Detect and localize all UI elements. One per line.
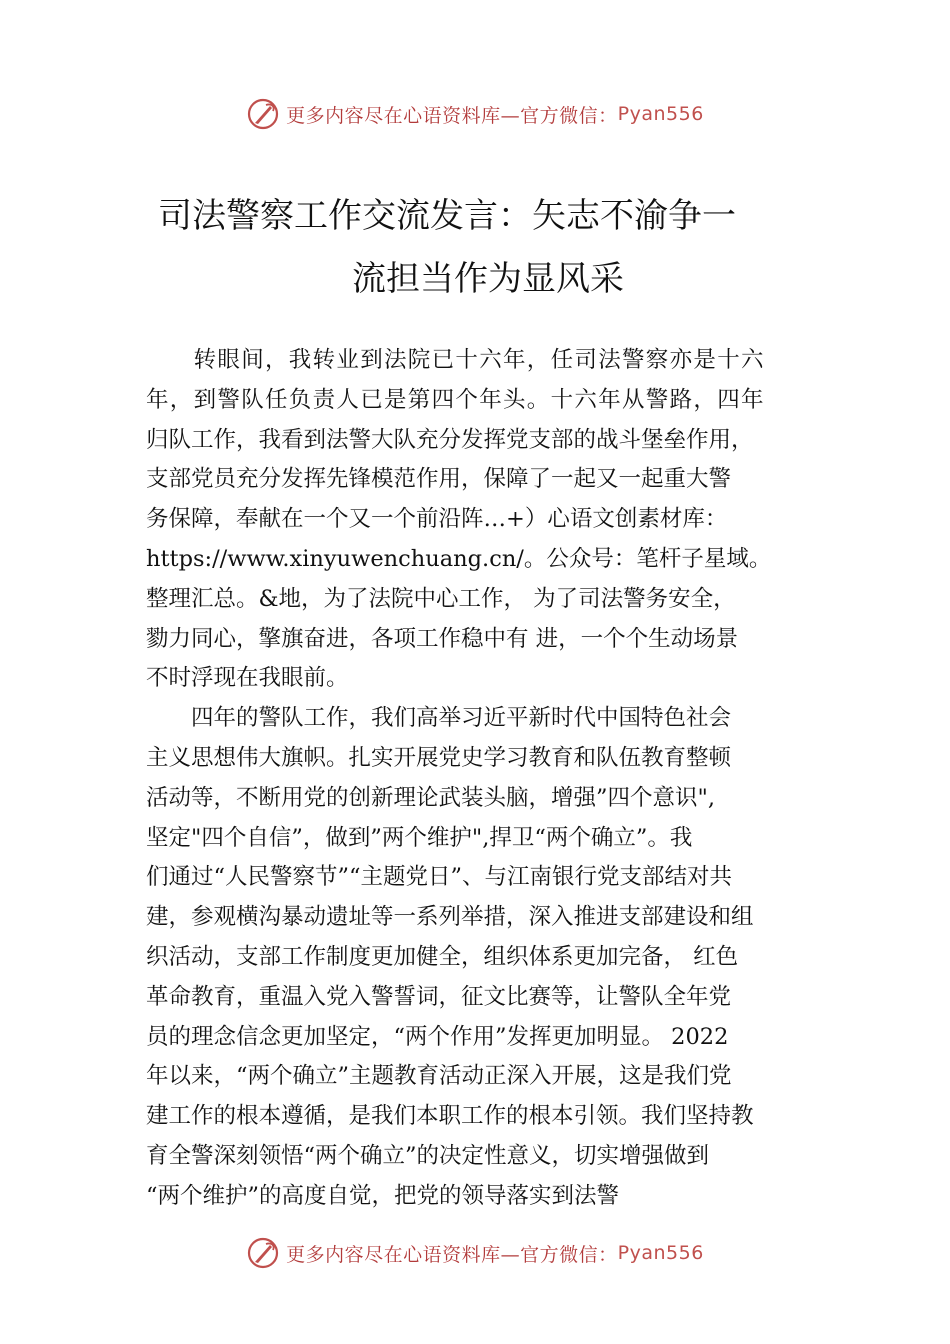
body-line: “两个维护”的高度自觉，把党的领导落实到法警 <box>146 1182 620 1209</box>
quill-logo-icon <box>246 97 280 131</box>
body-line: 建工作的根本遵循，是我们本职工作的根本引领。我们坚持教 <box>146 1103 754 1130</box>
body-line: 不时浮现在我眼前。 <box>146 665 349 692</box>
body-line: 织活动，支部工作制度更加健全，组织体系更加完备， 红色 <box>146 943 739 970</box>
header-banner-text: 更多内容尽在心语资料库—官方微信： <box>286 104 618 127</box>
header-banner-wechat: Pyan556 <box>617 103 704 125</box>
body-line: 们通过“人民警察节”“主题党日”、与江南银行党支部结对共 <box>146 864 733 891</box>
quill-logo-icon <box>246 1236 280 1270</box>
body-line: 革命教育，重温入党入警誓词，征文比赛等，让警队全年党 <box>146 983 732 1010</box>
footer-banner <box>0 1233 950 1273</box>
body-line: 年，到警队任负责人已是第四个年头。十六年从警路，四年 <box>146 386 765 413</box>
body-line: 归队工作，我看到法警大队充分发挥党支部的战斗堡垒作用， <box>146 426 754 453</box>
document-body <box>146 341 826 1217</box>
body-line: 育全警深刻领悟“两个确立”的决定性意义，切实增强做到 <box>146 1142 710 1169</box>
document-title-line-2: 流担当作为显风采 <box>352 259 624 299</box>
body-line: 年以来，“两个确立”主题教育活动正深入开展，这是我们党 <box>146 1063 732 1090</box>
body-line: 坚定"四个自信”，做到”两个维护",捍卫“两个确立”。我 <box>146 824 693 851</box>
body-line: 支部党员充分发挥先锋模范作用，保障了一起又一起重大警 <box>146 466 732 493</box>
body-line: 转眼间，我转业到法院已十六年，任司法警察亦是十六 <box>146 347 765 373</box>
body-line: 主义思想伟大旗帜。扎实开展党史学习教育和队伍教育整顿 <box>146 744 732 771</box>
body-line: 活动等，不断用党的创新理论武装头脑，增强”四个意识", <box>146 784 716 811</box>
body-line: 四年的警队工作，我们高举习近平新时代中国特色社会 <box>146 705 732 732</box>
header-banner <box>0 94 950 134</box>
body-line: 勠力同心，擎旗奋进，各项工作稳中有 进，一个个生动场景 <box>146 625 739 652</box>
body-line: 务保障，奉献在一个又一个前沿阵…+）心语文创素材库： <box>146 506 728 533</box>
body-line: 员的理念信念更加坚定，“两个作用”发挥更加明显。 2022 <box>146 1023 729 1050</box>
footer-banner-wechat: Pyan556 <box>617 1242 704 1264</box>
footer-banner-text: 更多内容尽在心语资料库—官方微信： <box>286 1243 618 1266</box>
body-line: https://www.xinyuwenchuang.cn/。公众号：笔杆子星域。 <box>146 545 772 572</box>
body-line: 整理汇总。&地，为了法院中心工作， 为了司法警务安全， <box>146 585 736 612</box>
document-title-line-1: 司法警察工作交流发言：矢志不渝争一 <box>158 196 736 236</box>
body-line: 建，参观横沟暴动遗址等一系列举措，深入推进支部建设和组 <box>146 904 754 931</box>
